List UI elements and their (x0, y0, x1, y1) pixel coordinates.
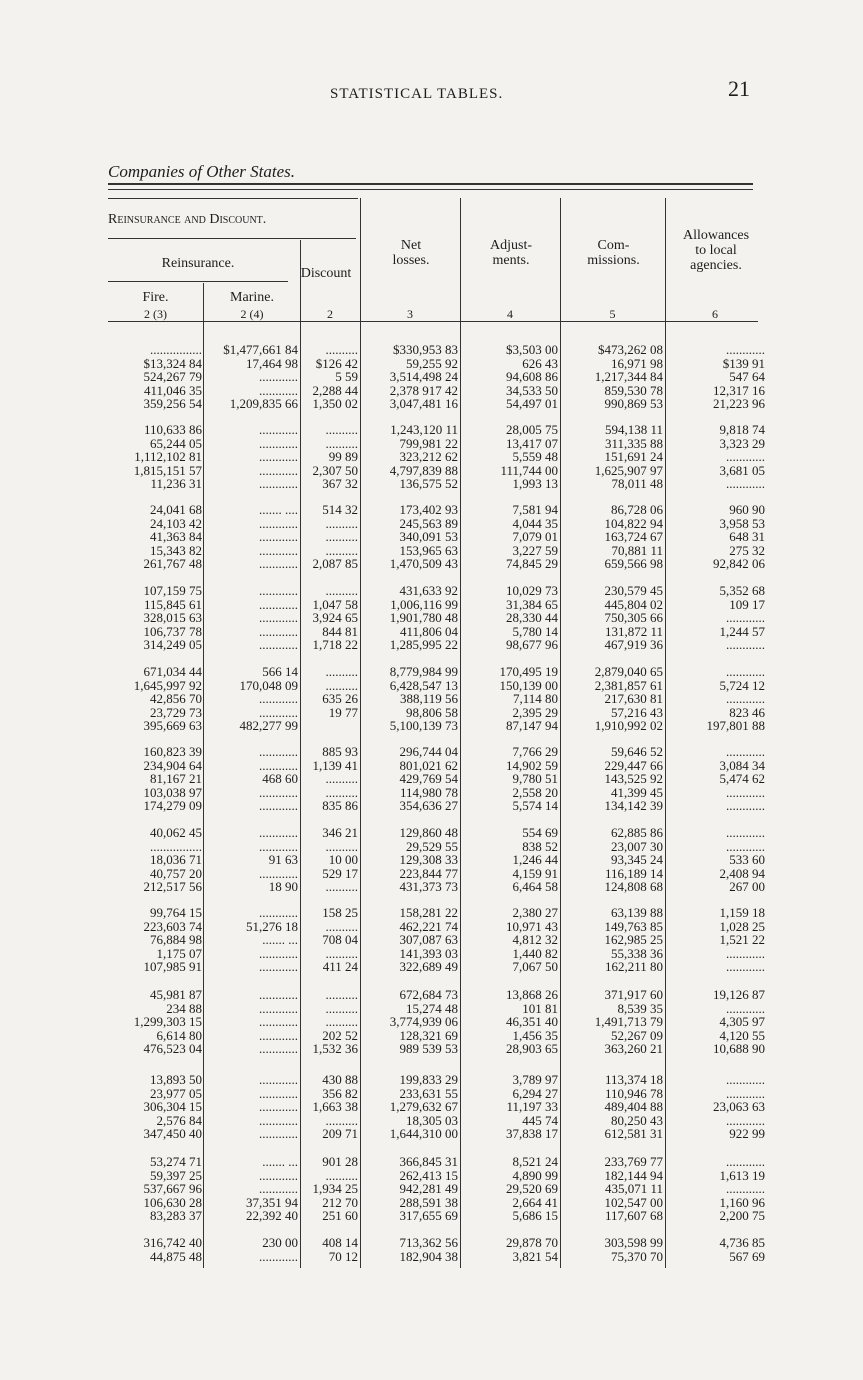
cell-fire-block-6: 160,823 39 234,904 64 81,167 21 103,038 97 174,279 09 (143, 744, 202, 814)
cell-fire-block-12: 316,742 40 44,875 48 (143, 1235, 202, 1264)
cell-fire-block-2: 110,633 86 65,244 05 1,112,102 81 1,815,151 57 11,236 31 (133, 422, 202, 492)
cell-marine-block-9: ............ ............ ............ ............ ............ (259, 987, 298, 1057)
col-divider-adjust-comm (560, 198, 561, 1268)
cell-allowances-block-6: ............ 3,084 34 5,474 62 ............ ............ (719, 744, 765, 814)
col-number-discount: 2 (327, 307, 333, 321)
header-adjustments: Adjust- ments. (490, 238, 532, 268)
cell-fire-block-11: 53,274 71 59,397 25 537,667 96 106,630 28 83,283 37 (143, 1154, 202, 1224)
cell-discount-block-5: .......... .......... 635 26 19 77 (322, 664, 358, 720)
cell-allowances-block-7: ............ ............ 533 60 2,408 94 267 00 (719, 825, 765, 895)
cell-adjustments-block-2: 28,005 75 13,417 07 5,559 48 111,744 00 1,993 13 (500, 422, 558, 492)
header-marine: Marine. (230, 290, 274, 305)
cell-discount-block-12: 408 14 70 12 (322, 1235, 358, 1264)
cell-allowances-block-8: 1,159 18 1,028 25 1,521 22 ............ ............ (719, 905, 765, 975)
cell-fire-block-5: 671,034 44 1,645,997 92 42,856 70 23,729 73 395,669 63 (133, 664, 202, 734)
header-discount: Discount (300, 266, 352, 281)
cell-commissions-block-3: 86,728 06 104,822 94 163,724 67 70,881 11 659,566 98 (604, 502, 663, 572)
cell-fire-block-8: 99,764 15 223,603 74 76,884 98 1,175 07 107,985 91 (143, 905, 202, 975)
cell-marine-block-1: $1,477,661 84 17,464 98 ............ ............ 1,209,835 66 (223, 342, 298, 412)
cell-fire-block-3: 24,041 68 24,103 42 41,363 84 15,343 82 261,767 48 (143, 502, 202, 572)
cell-discount-block-3: 514 32 .......... .......... .......... 2,087 85 (312, 502, 358, 572)
cell-marine-block-10: ............ ............ ............ ............ ............ (259, 1072, 298, 1142)
cell-discount-block-7: 346 21 .......... 10 00 529 17 .......... (322, 825, 358, 895)
cell-commissions-block-5: 2,879,040 65 2,381,857 61 217,630 81 57,216 43 1,910,992 02 (594, 664, 663, 734)
section-title: Companies of Other States. (108, 162, 295, 181)
cell-adjustments-block-1: $3,503 00 626 43 94,608 86 34,533 50 54,497 01 (506, 342, 558, 412)
group-header-reinsurance-discount: Reinsurance and Discount. (108, 212, 267, 227)
cell-net-losses-block-12: 713,362 56 182,904 38 (399, 1235, 458, 1264)
cell-fire-block-7: 40,062 45 ................ 18,036 71 40,757 20 212,517 56 (143, 825, 202, 895)
page-number: 21 (728, 76, 750, 101)
cell-adjustments-block-3: 7,581 94 4,044 35 7,079 01 3,227 59 74,845 29 (506, 502, 558, 572)
group-header-rule-left (108, 198, 358, 199)
cell-commissions-block-12: 303,598 99 75,370 70 (604, 1235, 663, 1264)
col-number-fire: 2 (3) (144, 307, 167, 321)
cell-allowances-block-1: ............ $139 91 547 64 12,317 16 21,223 96 (713, 342, 765, 412)
cell-marine-block-3: ....... .... ............ ............ ............ ............ (259, 502, 298, 572)
cell-allowances-block-12: 4,736 85 567 69 (719, 1235, 765, 1264)
cell-discount-block-8: 158 25 .......... 708 04 .......... 411 24 (322, 905, 358, 975)
cell-marine-block-2: ............ ............ ............ ............ ............ (259, 422, 298, 492)
cell-net-losses-block-10: 199,833 29 233,631 55 1,279,632 67 18,305 03 1,644,310 00 (389, 1072, 458, 1142)
cell-discount-block-6: 885 93 1,139 41 .......... .......... 835 86 (312, 744, 358, 814)
cell-allowances-block-9: 19,126 87 ............ 4,305 97 4,120 55 10,688 90 (713, 987, 765, 1057)
cell-commissions-block-11: 233,769 77 182,144 94 435,071 11 102,547 00 117,607 68 (604, 1154, 663, 1224)
cell-fire-block-10: 13,893 50 23,977 05 306,304 15 2,576 84 347,450 40 (143, 1072, 202, 1142)
header-net-losses: Net losses. (392, 238, 430, 268)
cell-fire-block-9: 45,981 87 234 88 1,299,303 15 6,614 80 476,523 04 (133, 987, 202, 1057)
cell-marine-block-8: ............ 51,276 18 ....... ... ............ ............ (246, 905, 298, 975)
cell-net-losses-block-2: 1,243,120 11 799,981 22 323,212 62 4,797,839 88 136,575 52 (389, 422, 458, 492)
cell-adjustments-block-7: 554 69 838 52 1,246 44 4,159 91 6,464 58 (512, 825, 558, 895)
cell-net-losses-block-1: $330,953 83 59,255 92 3,514,498 24 2,378 917 42 3,047,481 16 (389, 342, 458, 412)
cell-allowances-block-10: ............ ............ 23,063 63 ............ 922 99 (713, 1072, 765, 1142)
cell-adjustments-block-10: 3,789 97 6,294 27 11,197 33 445 74 37,838 17 (506, 1072, 558, 1142)
col-divider-comm-allow (665, 198, 666, 1268)
header-fire: Fire. (142, 290, 169, 305)
cell-adjustments-block-4: 10,029 73 31,384 65 28,330 44 5,780 14 98,677 96 (506, 583, 558, 653)
cell-commissions-block-1: $473,262 08 16,971 98 1,217,344 84 859,530 78 990,869 53 (594, 342, 663, 412)
cell-net-losses-block-3: 173,402 93 245,563 89 340,091 53 153,965 63 1,470,509 43 (389, 502, 458, 572)
cell-marine-block-6: ............ ............ 468 60 ............ ............ (259, 744, 298, 814)
cell-discount-block-1: .......... $126 42 5 59 2,288 44 1,350 02 (312, 342, 358, 412)
running-head: STATISTICAL TABLES. (330, 86, 504, 102)
cell-net-losses-block-8: 158,281 22 462,221 74 307,087 63 141,393 03 322,689 49 (399, 905, 458, 975)
cell-marine-block-7: ............ ............ 91 63 ............ 18 90 (259, 825, 298, 895)
cell-allowances-block-4: 5,352 68 109 17 ............ 1,244 57 ............ (719, 583, 765, 653)
header-commissions: Com- missions. (587, 238, 640, 268)
cell-commissions-block-8: 63,139 88 149,763 85 162,985 25 55,338 36 162,211 80 (604, 905, 663, 975)
cell-discount-block-10: 430 88 356 82 1,663 38 .......... 209 71 (312, 1072, 358, 1142)
cell-fire-block-1: ................ $13,324 84 524,267 79 411,046 35 359,256 54 (143, 342, 202, 412)
cell-net-losses-block-6: 296,744 04 801,021 62 429,769 54 114,980 78 354,636 27 (399, 744, 458, 814)
cell-marine-block-5: 566 14 170,048 09 ............ ............ 482,277 99 (239, 664, 298, 734)
col-number-marine: 2 (4) (240, 307, 264, 321)
cell-fire-block-4: 107,159 75 115,845 61 328,015 63 106,737 78 314,249 05 (143, 583, 202, 653)
col-number-net-losses: 3 (407, 307, 413, 321)
cell-adjustments-block-6: 7,766 29 14,902 59 9,780 51 2,558 20 5,574 14 (506, 744, 558, 814)
top-double-rule-1 (108, 183, 753, 185)
col-divider-losses-adjust (460, 198, 461, 1268)
cell-allowances-block-3: 960 90 3,958 53 648 31 275 32 92,842 06 (713, 502, 765, 572)
cell-commissions-block-10: 113,374 18 110,946 78 489,404 88 80,250 43 612,581 31 (604, 1072, 663, 1142)
cell-discount-block-4: .......... 1,047 58 3,924 65 844 81 1,718 22 (312, 583, 358, 653)
reinsurance-underline (108, 281, 288, 282)
header-allowances: Allowances to local agencies. (682, 228, 750, 273)
cell-adjustments-block-12: 29,878 70 3,821 54 (506, 1235, 558, 1264)
cell-allowances-block-2: 9,818 74 3,323 29 ............ 3,681 05 ............ (719, 422, 765, 492)
cell-commissions-block-2: 594,138 11 311,335 88 151,691 24 1,625,907 97 78,011 48 (594, 422, 663, 492)
cell-commissions-block-4: 230,579 45 445,804 02 750,305 66 131,872 11 467,919 36 (604, 583, 663, 653)
col-divider-discount-losses (360, 198, 361, 1268)
cell-adjustments-block-5: 170,495 19 150,139 00 7,114 80 2,395 29 87,147 94 (499, 664, 558, 734)
cell-commissions-block-9: 371,917 60 8,539 35 1,491,713 79 52,267 09 363,260 21 (594, 987, 663, 1057)
cell-adjustments-block-8: 2,380 27 10,971 43 4,812 32 1,440 82 7,067 50 (506, 905, 558, 975)
cell-marine-block-11: ....... ... ............ ............ 37,351 94 22,392 40 (246, 1154, 298, 1224)
cell-allowances-block-5: ............ 5,724 12 ............ 823 46 197,801 88 (706, 664, 765, 734)
cell-net-losses-block-11: 366,845 31 262,413 15 942,281 49 288,591 38 317,655 69 (399, 1154, 458, 1224)
top-double-rule-2 (108, 189, 753, 190)
group-header-underline (108, 238, 356, 239)
cell-commissions-block-6: 59,646 52 229,447 66 143,525 92 41,399 45 134,142 39 (604, 744, 663, 814)
cell-commissions-block-7: 62,885 86 23,007 30 93,345 24 116,189 14 124,808 68 (604, 825, 663, 895)
cell-discount-block-2: .......... .......... 99 89 2,307 50 367 32 (312, 422, 358, 492)
cell-net-losses-block-9: 672,684 73 15,274 48 3,774,939 06 128,321 69 989 539 53 (389, 987, 458, 1057)
subheader-reinsurance: Reinsurance. (161, 256, 235, 271)
cell-marine-block-12: 230 00 ............ (259, 1235, 298, 1264)
cell-adjustments-block-9: 13,868 26 101 81 46,351 40 1,456 35 28,903 65 (506, 987, 558, 1057)
col-number-commissions: 5 (609, 307, 616, 321)
cell-net-losses-block-7: 129,860 48 29,529 55 129,308 33 223,844 77 431,373 73 (399, 825, 458, 895)
cell-marine-block-4: ............ ............ ............ ............ ............ (259, 583, 298, 653)
cell-net-losses-block-4: 431,633 92 1,006,116 99 1,901,780 48 411,806 04 1,285,995 22 (389, 583, 458, 653)
cell-net-losses-block-5: 8,779,984 99 6,428,547 13 388,119 56 98,806 58 5,100,139 73 (389, 664, 458, 734)
cell-allowances-block-11: ............ 1,613 19 ............ 1,160 96 2,200 75 (719, 1154, 765, 1224)
col-number-allowances: 6 (712, 307, 718, 321)
col-number-adjustments: 4 (507, 307, 513, 321)
cell-discount-block-9: .......... .......... .......... 202 52 1,532 36 (312, 987, 358, 1057)
cell-adjustments-block-11: 8,521 24 4,890 99 29,520 69 2,664 41 5,686 15 (506, 1154, 558, 1224)
cell-discount-block-11: 901 28 .......... 1,934 25 212 70 251 60 (312, 1154, 358, 1224)
